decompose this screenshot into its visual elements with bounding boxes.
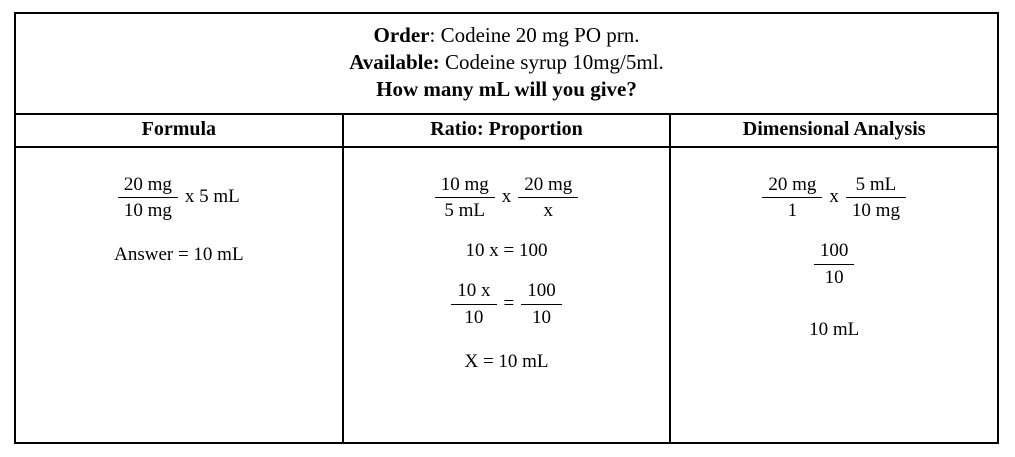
ratio-operator-equals: = [503,292,515,314]
problem-statement [16,14,997,115]
ratio-setup-expression [344,174,670,223]
problem-line-order [26,22,987,49]
ratio-divide-expression [344,280,670,329]
column-body-row [16,148,997,442]
column-header-formula: Formula [141,117,217,140]
formula-column [16,148,342,442]
ratio-fraction-1 [435,174,495,223]
column-header-ratio-proportion: Ratio: Proportion [342,115,670,146]
order-text: : Codeine 20 mg PO prn. [429,23,640,47]
da-fraction-3-denominator: 10 [824,266,844,288]
column-header-dimensional-analysis: Dimensional Analysis [669,115,997,146]
ratio-fraction-2 [518,174,578,223]
ratio-fraction-3-numerator: 10 x [451,280,496,304]
da-fraction-2-numerator: 5 mL [846,174,906,198]
dosage-calculation-table [14,12,999,444]
available-label: Available: [349,49,440,74]
ratio-operator-multiply: x [501,186,512,208]
available-text: Codeine syrup 10mg/5ml. [439,49,664,74]
ratio-fraction-2-denominator: x [543,200,554,222]
formula-answer: Answer = 10 mL [114,244,244,266]
da-result: 10 mL [809,319,860,341]
ratio-fraction-4 [521,280,562,329]
ratio-proportion-column [342,148,670,442]
problem-line-available [26,49,987,76]
dimensional-analysis-column [669,148,997,442]
ratio-fraction-3 [451,280,496,329]
problem-line-question: How many mL will you give? [376,76,637,101]
da-fraction-2 [846,174,906,223]
formula-multiplier: x 5 mL [184,186,240,208]
formula-fraction-denominator: 10 mg [123,200,172,222]
ratio-fraction-1-denominator: 5 mL [444,200,486,222]
formula-fraction-numerator: 20 mg [118,174,178,198]
da-fraction-2-denominator: 10 mg [851,200,900,222]
ratio-fraction-4-denominator: 10 [531,306,551,328]
da-fraction-1 [762,174,822,223]
ratio-fraction-1-numerator: 10 mg [435,174,495,198]
da-operator-multiply: x [829,186,839,208]
ratio-result: X = 10 mL [464,351,549,373]
da-fraction-1-denominator: 1 [787,200,798,222]
order-label: Order [373,23,430,47]
ratio-fraction-2-numerator: 20 mg [518,174,578,198]
da-fraction-3 [814,240,855,289]
formula-expression [16,174,342,223]
da-setup-expression [671,174,997,223]
ratio-step-cross-multiply: 10 x = 100 [465,240,548,262]
da-fraction-3-numerator: 100 [814,240,855,264]
da-quotient-expression [671,240,997,289]
da-fraction-1-numerator: 20 mg [762,174,822,198]
formula-fraction [118,174,178,223]
column-header-row [16,115,997,148]
ratio-fraction-3-denominator: 10 [464,306,484,328]
ratio-fraction-4-numerator: 100 [521,280,562,304]
